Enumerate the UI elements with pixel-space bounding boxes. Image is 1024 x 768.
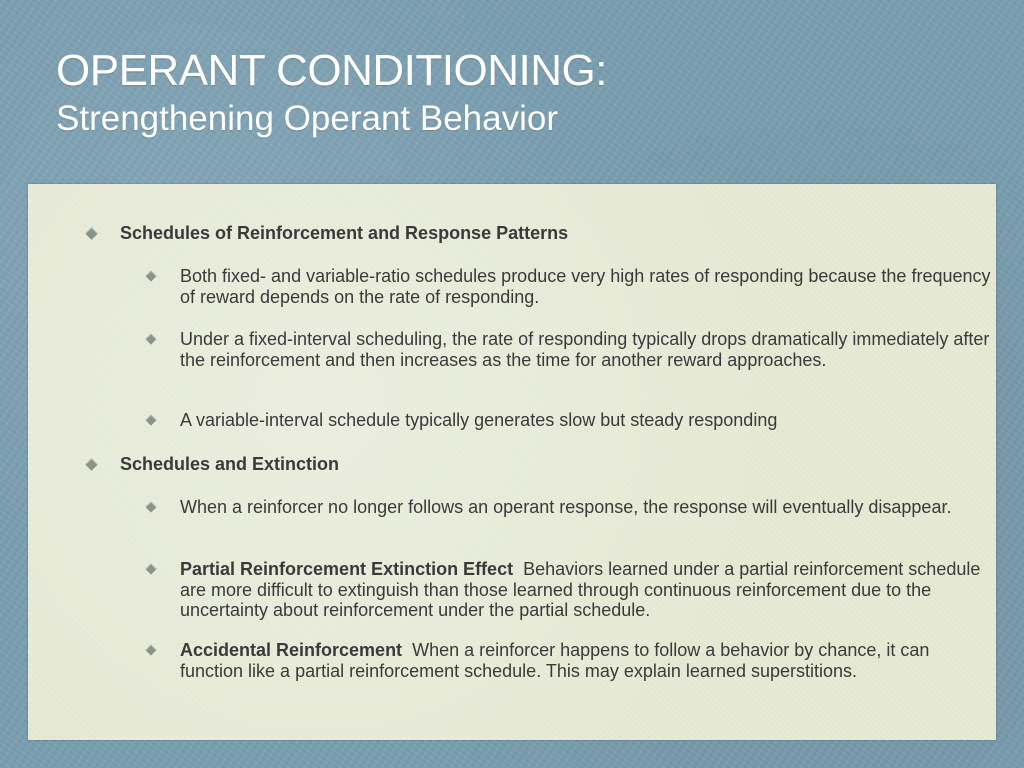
list-item xyxy=(180,329,992,370)
section-heading-schedules xyxy=(120,223,980,244)
list-item-text: Both fixed- and variable-ratio schedules produce very high rates of responding because the frequency of reward depends on the rate of responding. xyxy=(180,266,991,307)
list-item-text: Behaviors learned under a partial reinforcement schedule are more difficult to extinguish than those learned through continuous reinforcement due to the uncertainty about reinforcement under the partial schedule. xyxy=(180,559,981,620)
list-item-text: Under a fixed-interval scheduling, the rate of responding typically drops dramatically immediately after the reinforcement and then increases as the time for another reward approaches. xyxy=(180,329,990,370)
list-item-text: When a reinforcer no longer follows an operant response, the response will eventually disappear. xyxy=(180,497,952,517)
list-item xyxy=(180,497,992,518)
slide-title-block xyxy=(56,46,996,140)
list-item xyxy=(180,559,992,621)
list-item xyxy=(180,266,992,307)
list-item xyxy=(180,640,992,681)
slide-subtitle: Strengthening Operant Behavior xyxy=(56,99,558,138)
list-item-text: A variable-interval schedule typically generates slow but steady responding xyxy=(180,410,778,430)
list-item-text: When a reinforcer happens to follow a behavior by chance, it can function like a partial reinforcement schedule. This may explain learned superstitions. xyxy=(180,640,930,681)
section-heading-extinction xyxy=(120,454,980,475)
section-heading-text: Schedules and Extinction xyxy=(120,454,340,474)
list-item-lead: Partial Reinforcement Extinction Effect xyxy=(180,559,514,579)
slide-title: OPERANT CONDITIONING: xyxy=(56,46,607,95)
list-item xyxy=(180,410,992,431)
section-heading-text: Schedules of Reinforcement and Response Patterns xyxy=(120,223,569,243)
list-item-lead: Accidental Reinforcement xyxy=(180,640,403,660)
